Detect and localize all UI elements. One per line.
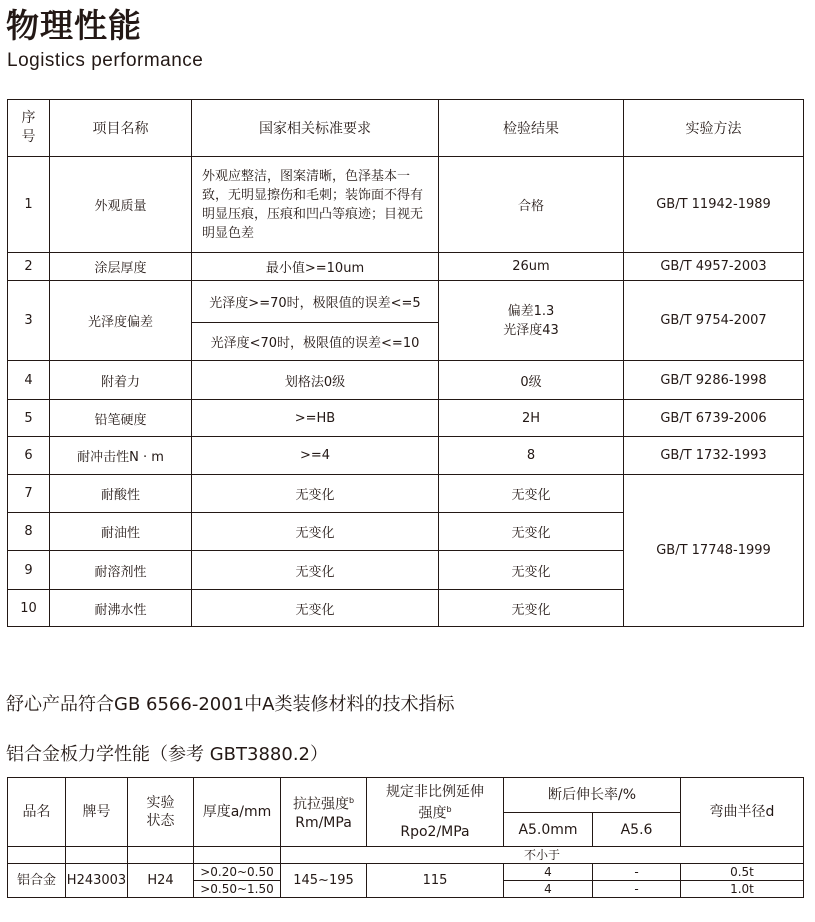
cell-no: 6 (8, 437, 50, 475)
table-header-row (8, 100, 804, 157)
cell-item: 耐油性 (50, 513, 192, 551)
mechanical-properties-table (7, 777, 804, 898)
cell-result: 26um (439, 253, 624, 281)
header-bend: 弯曲半径d (681, 778, 804, 847)
cell-requirement: 无变化 (192, 551, 439, 590)
table2-header-row (8, 778, 804, 813)
cell-no: 4 (8, 361, 50, 400)
cell-item: 涂层厚度 (50, 253, 192, 281)
cell-a50: 4 (504, 864, 593, 881)
not-less-than-label: 不小于 (281, 847, 804, 864)
table-row (8, 864, 804, 881)
cell-no: 1 (8, 157, 50, 253)
header-item: 项目名称 (50, 100, 192, 157)
cell-method-merged: GB/T 17748-1999 (624, 475, 804, 627)
cell-tensile: 145~195 (281, 864, 367, 898)
header-method: 实验方法 (624, 100, 804, 157)
header-result: 检验结果 (439, 100, 624, 157)
cell-item: 耐冲击性N · m (50, 437, 192, 475)
section2-title: 铝合金板力学性能（参考 GBT3880.2） (6, 744, 328, 765)
physical-performance-table (7, 99, 804, 627)
cell-requirement: 划格法0级 (192, 361, 439, 400)
cell-result: 8 (439, 437, 624, 475)
cell-result: 合格 (439, 157, 624, 253)
cell-requirement: 无变化 (192, 475, 439, 513)
section-title: 物理性能 (6, 6, 142, 45)
cell-requirement: 无变化 (192, 590, 439, 627)
cell-name: 铝合金 (8, 864, 66, 898)
header-grade: 牌号 (66, 778, 128, 847)
cell-a50: 4 (504, 881, 593, 898)
table-row (8, 437, 804, 475)
cell-no: 10 (8, 590, 50, 627)
cell-no: 7 (8, 475, 50, 513)
cell-result: 偏差1.3 光泽度43 (439, 281, 624, 361)
cell-result: 无变化 (439, 513, 624, 551)
table2-note-row (8, 847, 804, 864)
table-row (8, 157, 804, 253)
cell-grade: H243003 (66, 864, 128, 898)
cell-no: 5 (8, 400, 50, 437)
cell-no: 9 (8, 551, 50, 590)
cell-a56: - (593, 881, 681, 898)
cell-method: GB/T 9754-2007 (624, 281, 804, 361)
table-row (8, 361, 804, 400)
cell-no: 8 (8, 513, 50, 551)
cell-method: GB/T 4957-2003 (624, 253, 804, 281)
cell-thickness: >0.50~1.50 (194, 881, 281, 898)
cell-method: GB/T 1732-1993 (624, 437, 804, 475)
cell-item: 耐沸水性 (50, 590, 192, 627)
header-elongation: 断后伸长率/% (504, 778, 681, 813)
cell-item: 耐酸性 (50, 475, 192, 513)
cell-item: 铅笔硬度 (50, 400, 192, 437)
header-requirement: 国家相关标准要求 (192, 100, 439, 157)
header-name: 品名 (8, 778, 66, 847)
table-row (8, 475, 804, 513)
cell-no: 2 (8, 253, 50, 281)
cell-result: 无变化 (439, 551, 624, 590)
cell-method: GB/T 9286-1998 (624, 361, 804, 400)
cell-result: 2H (439, 400, 624, 437)
compliance-note: 舒心产品符合GB 6566-2001中A类装修材料的技术指标 (6, 694, 455, 715)
cell-requirement: 外观应整洁，图案清晰，色泽基本一致，无明显擦伤和毛刺；装饰面不得有明显压痕，压痕和凹凸等痕迹；目视无明显色差 (192, 157, 439, 253)
cell-result: 无变化 (439, 590, 624, 627)
cell-requirement: >=4 (192, 437, 439, 475)
cell-item: 附着力 (50, 361, 192, 400)
header-thickness: 厚度a/mm (194, 778, 281, 847)
cell-item: 外观质量 (50, 157, 192, 253)
cell-requirement: >=HB (192, 400, 439, 437)
cell-item: 耐溶剂性 (50, 551, 192, 590)
cell-state: H24 (128, 864, 194, 898)
cell-no: 3 (8, 281, 50, 361)
cell-requirement-low-gloss: 光泽度<70时，极限值的误差<=10 (192, 323, 439, 361)
cell-method: GB/T 6739-2006 (624, 400, 804, 437)
cell-bend: 0.5t (681, 864, 804, 881)
header-a50: A5.0mm (504, 813, 593, 847)
cell-method: GB/T 11942-1989 (624, 157, 804, 253)
cell-result: 0级 (439, 361, 624, 400)
header-tensile: 抗拉强度$^b$ Rm/MPa (281, 778, 367, 847)
cell-requirement: 无变化 (192, 513, 439, 551)
table-row (8, 281, 804, 323)
section-subtitle: Logistics performance (7, 50, 204, 71)
cell-requirement-high-gloss: 光泽度>=70时，极限值的误差<=5 (192, 281, 439, 323)
header-yield: 规定非比例延伸 强度$^b$ Rpo2/MPa (367, 778, 504, 847)
header-a56: A5.6 (593, 813, 681, 847)
cell-yield: 115 (367, 864, 504, 898)
table-row (8, 253, 804, 281)
cell-a56: - (593, 864, 681, 881)
cell-requirement: 最小值>=10um (192, 253, 439, 281)
header-no: 序 号 (8, 100, 50, 157)
cell-bend: 1.0t (681, 881, 804, 898)
table-row (8, 400, 804, 437)
cell-item: 光泽度偏差 (50, 281, 192, 361)
cell-result: 无变化 (439, 475, 624, 513)
cell-thickness: >0.20~0.50 (194, 864, 281, 881)
header-state: 实验 状态 (128, 778, 194, 847)
